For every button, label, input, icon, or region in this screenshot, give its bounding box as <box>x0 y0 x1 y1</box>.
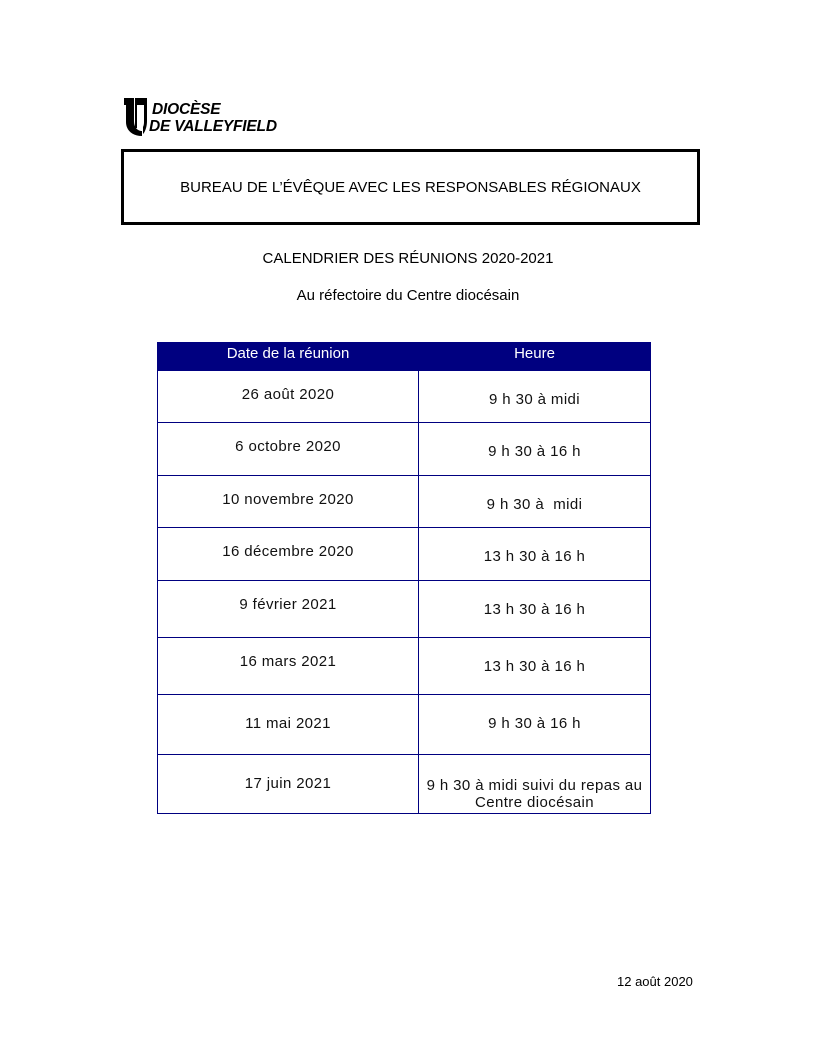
meeting-date: 16 mars 2021 <box>158 638 419 695</box>
title-frame <box>121 149 700 225</box>
table-row <box>158 695 651 755</box>
meeting-date: 16 décembre 2020 <box>158 528 419 581</box>
meeting-time: 9 h 30 à 16 h <box>419 695 651 755</box>
table-row <box>158 371 651 423</box>
diocese-emblem-icon <box>122 97 150 137</box>
meeting-date: 10 novembre 2020 <box>158 476 419 528</box>
calendar-subtitle: CALENDRIER DES RÉUNIONS 2020-2021 <box>262 250 554 267</box>
table-row <box>158 423 651 476</box>
meeting-time: 13 h 30 à 16 h <box>419 581 651 638</box>
table-row <box>158 581 651 638</box>
column-header-date: Date de la réunion <box>158 343 419 371</box>
location-subtitle: Au réfectoire du Centre diocésain <box>296 287 520 304</box>
document-date: 12 août 2020 <box>617 974 693 989</box>
meeting-date: 11 mai 2021 <box>158 695 419 755</box>
meeting-date: 6 octobre 2020 <box>158 423 419 476</box>
logo-line-2: DE VALLEYFIELD <box>149 118 277 135</box>
meeting-time: 9 h 30 à midi <box>419 476 651 528</box>
page-title: BUREAU DE L’ÉVÊQUE AVEC LES RESPONSABLES RÉGIONAUX <box>180 178 641 196</box>
table-row <box>158 476 651 528</box>
table-row <box>158 528 651 581</box>
meeting-date: 9 février 2021 <box>158 581 419 638</box>
meeting-time: 13 h 30 à 16 h <box>419 638 651 695</box>
meeting-schedule-table <box>157 342 651 814</box>
meeting-date: 17 juin 2021 <box>158 755 419 814</box>
table-header-row <box>158 343 651 371</box>
meeting-time: 9 h 30 à midi suivi du repas au Centre diocésain <box>419 755 651 814</box>
table-row <box>158 638 651 695</box>
column-header-time: Heure <box>419 343 651 371</box>
table-row <box>158 755 651 814</box>
diocese-logo <box>122 97 292 139</box>
meeting-date: 26 août 2020 <box>158 371 419 423</box>
meeting-time: 13 h 30 à 16 h <box>419 528 651 581</box>
meeting-time: 9 h 30 à midi <box>419 371 651 423</box>
meeting-time: 9 h 30 à 16 h <box>419 423 651 476</box>
logo-line-1: DIOCÈSE <box>152 101 221 118</box>
